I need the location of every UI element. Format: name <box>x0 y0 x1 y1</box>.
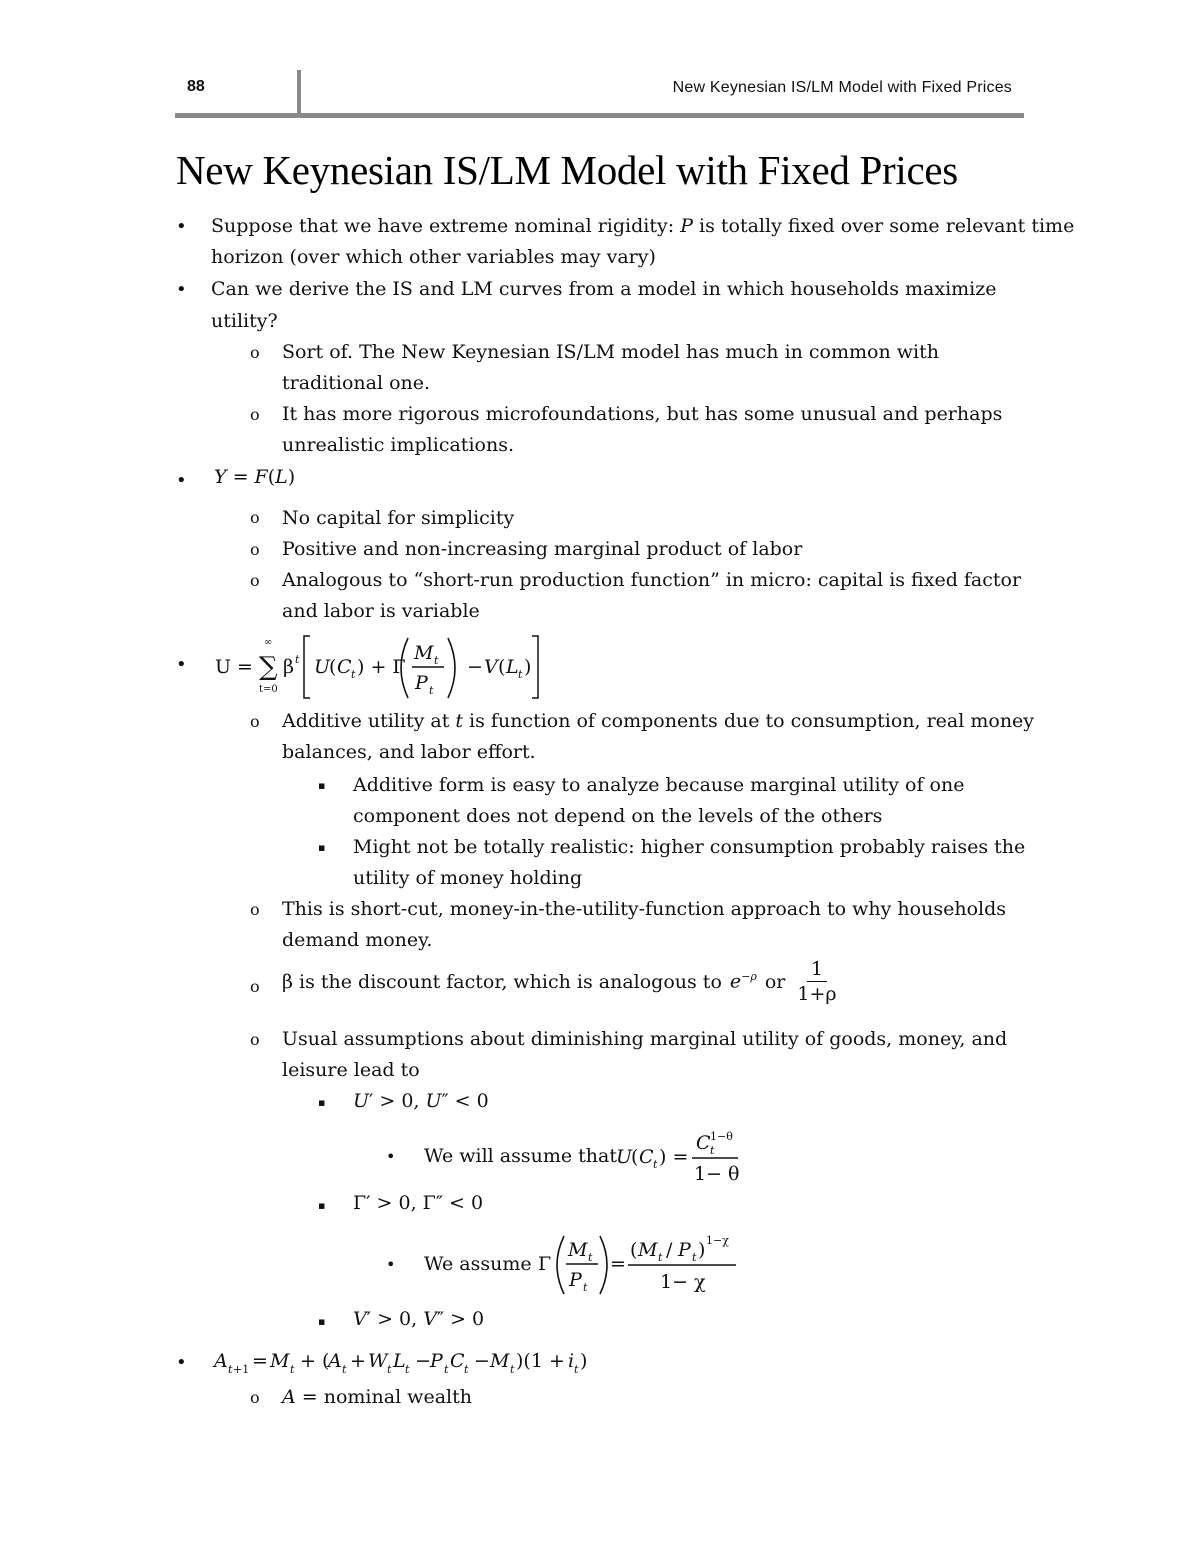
svg-text:t: t <box>692 1251 697 1264</box>
svg-text:C: C <box>337 656 352 678</box>
text-line: leisure lead to <box>282 1059 420 1081</box>
sub-bullet-marker: o <box>250 977 260 996</box>
text-line: balances, and labor effort. <box>282 741 536 763</box>
text-line: Positive and non-increasing marginal product of labor <box>282 538 803 560</box>
svg-text:): ) <box>580 1350 588 1372</box>
svg-text:t: t <box>434 654 439 667</box>
page-title: New Keynesian IS/LM Model with Fixed Prices <box>176 147 958 193</box>
sub-bullet-marker: o <box>250 540 260 559</box>
svg-text:P: P <box>678 1239 691 1261</box>
text-line: Might not be totally realistic: higher consumption probably raises the <box>353 836 1026 858</box>
svg-text:L: L <box>506 656 519 678</box>
svg-text:C: C <box>696 1132 711 1154</box>
square-bullet-marker: ▪ <box>318 1096 326 1109</box>
svg-text:): ) <box>698 1239 706 1261</box>
sub-bullet-marker: o <box>250 1388 260 1407</box>
svg-text:t: t <box>658 1251 663 1264</box>
svg-text:P: P <box>430 1350 443 1372</box>
text-line: component does not depend on the levels of the others <box>353 805 883 827</box>
text-line: A = nominal wealth <box>282 1386 472 1408</box>
money-utility-equation <box>536 1232 746 1298</box>
sum-lower-limit: t=0 <box>259 684 278 695</box>
svg-text:1− χ: 1− χ <box>660 1271 706 1293</box>
svg-text:1−χ: 1−χ <box>706 1234 729 1247</box>
svg-text:t: t <box>342 1363 347 1376</box>
sum-upper-limit: ∞ <box>264 637 273 648</box>
svg-text:/: / <box>666 1239 673 1261</box>
text-line: traditional one. <box>282 372 431 394</box>
header-rule <box>175 113 1024 118</box>
svg-text:t: t <box>510 1363 515 1376</box>
sub-bullet-marker: o <box>250 712 260 731</box>
svg-text:U: U <box>616 1146 633 1168</box>
svg-text:t: t <box>518 668 523 681</box>
condition-u: U′ > 0, U″ < 0 <box>353 1090 489 1112</box>
svg-text:M: M <box>638 1239 658 1261</box>
utility-equation <box>212 632 552 700</box>
sub-bullet-marker: o <box>250 1030 260 1049</box>
text-line: Suppose that we have extreme nominal rigidity: P is totally fixed over some relevant time <box>211 215 1075 237</box>
bullet-marker: • <box>176 216 187 237</box>
svg-text:M: M <box>490 1350 510 1372</box>
bullet-marker: • <box>386 1255 396 1274</box>
bullet-marker: • <box>176 1352 187 1373</box>
svg-text:W: W <box>368 1350 388 1372</box>
svg-text:A: A <box>328 1350 342 1372</box>
crra-utility-equation <box>614 1126 744 1186</box>
svg-text:t: t <box>588 1251 593 1264</box>
text-line: Additive utility at t is function of components due to consumption, real money <box>282 710 1035 732</box>
svg-text:−: − <box>415 1350 431 1372</box>
sub-bullet-marker: o <box>250 571 260 590</box>
svg-text:)(1 +: )(1 + <box>516 1350 565 1372</box>
svg-text:t: t <box>351 668 356 681</box>
text-line: Sort of. The New Keynesian IS/LM model has much in common with <box>282 341 939 363</box>
svg-text:) =: ) = <box>659 1146 689 1168</box>
square-bullet-marker: ▪ <box>318 1315 326 1328</box>
svg-text:L: L <box>393 1350 406 1372</box>
svg-text:(: ( <box>630 1239 638 1261</box>
svg-text:t: t <box>574 1363 579 1376</box>
bullet-marker: • <box>176 279 187 300</box>
text-line: and labor is variable <box>282 600 480 622</box>
svg-text:P: P <box>415 672 428 694</box>
text-line: It has more rigorous microfoundations, but has some unusual and perhaps <box>282 403 1003 425</box>
svg-text:Γ: Γ <box>538 1253 552 1275</box>
text-line: demand money. <box>282 929 433 951</box>
svg-text:M: M <box>568 1239 588 1261</box>
svg-text:C: C <box>639 1146 654 1168</box>
text-line: Usual assumptions about diminishing marginal utility of goods, money, and <box>282 1028 1008 1050</box>
condition-v: V′ > 0, V″ > 0 <box>353 1308 485 1330</box>
sub-bullet-marker: o <box>250 405 260 424</box>
svg-text:): ) <box>524 656 532 678</box>
svg-text:U =: U = <box>215 656 253 678</box>
text-line: Can we derive the IS and LM curves from a model in which households maximize <box>211 278 997 300</box>
svg-text:t: t <box>444 1363 449 1376</box>
text-line: We assume <box>424 1253 532 1275</box>
text-line: We will assume that <box>424 1145 617 1167</box>
svg-text:t: t <box>464 1363 469 1376</box>
bullet-marker: • <box>386 1147 396 1166</box>
svg-text:∑: ∑ <box>259 652 278 682</box>
svg-text:C: C <box>450 1350 465 1372</box>
svg-text:M: M <box>414 642 434 664</box>
svg-text:1−θ: 1−θ <box>710 1130 733 1143</box>
svg-text:t: t <box>710 1144 715 1157</box>
square-bullet-marker: ▪ <box>318 1199 326 1212</box>
svg-text:(: ( <box>631 1146 639 1168</box>
svg-text:+1: +1 <box>233 1363 250 1376</box>
header-divider <box>297 70 301 114</box>
running-header-title: New Keynesian IS/LM Model with Fixed Prices <box>672 79 1012 96</box>
svg-text:A: A <box>214 1350 228 1372</box>
svg-text:t: t <box>295 653 300 666</box>
text-line: unrealistic implications. <box>282 434 514 456</box>
svg-text:1− θ: 1− θ <box>694 1163 740 1185</box>
svg-text:=: = <box>252 1350 268 1372</box>
svg-text:V: V <box>484 656 498 678</box>
svg-text:(: ( <box>329 656 337 678</box>
svg-text:t: t <box>405 1363 410 1376</box>
svg-text:t: t <box>228 1363 233 1376</box>
svg-text:i: i <box>568 1350 575 1372</box>
condition-gamma: Γ′ > 0, Γ″ < 0 <box>353 1192 484 1214</box>
text-line: This is short-cut, money-in-the-utility-function approach to why households <box>282 898 1007 920</box>
svg-text:+: + <box>350 1350 366 1372</box>
svg-text:β: β <box>283 656 294 678</box>
svg-text:t: t <box>653 1158 658 1171</box>
text-line: Analogous to “short-run production function” in micro: capital is fixed factor <box>282 569 1022 591</box>
svg-text:) + Γ: ) + Γ <box>357 656 406 678</box>
svg-text:−: − <box>467 656 483 678</box>
svg-text:M: M <box>270 1350 290 1372</box>
page-number: 88 <box>187 78 205 95</box>
svg-text:=: = <box>610 1253 626 1275</box>
sub-bullet-marker: o <box>250 900 260 919</box>
sub-bullet-marker: o <box>250 343 260 362</box>
text-line: No capital for simplicity <box>282 507 515 529</box>
svg-text:P: P <box>569 1269 582 1291</box>
square-bullet-marker: ▪ <box>318 779 326 792</box>
text-line: Additive form is easy to analyze because marginal utility of one <box>353 774 965 796</box>
equation-production: Y = F(L) <box>214 466 296 488</box>
svg-text:(: ( <box>498 656 506 678</box>
budget-constraint-equation <box>212 1344 612 1382</box>
svg-text:t: t <box>583 1281 588 1294</box>
square-bullet-marker: ▪ <box>318 841 326 854</box>
text-line: utility? <box>211 310 278 332</box>
svg-text:t: t <box>429 684 434 697</box>
svg-text:t: t <box>387 1363 392 1376</box>
bullet-marker: • <box>176 654 187 675</box>
text-line: utility of money holding <box>353 867 583 889</box>
svg-text:−: − <box>474 1350 490 1372</box>
sub-bullet-marker: o <box>250 508 260 527</box>
svg-text:t: t <box>290 1363 295 1376</box>
svg-text:+ (: + ( <box>300 1350 330 1372</box>
text-line: horizon (over which other variables may vary) <box>211 246 656 268</box>
svg-text:U: U <box>314 656 331 678</box>
bullet-marker: • <box>176 470 187 491</box>
discount-factor-line: β is the discount factor, which is analogous to $e^{-\rho}$ or $\frac{1}{1+\rho}$ <box>282 958 837 1005</box>
